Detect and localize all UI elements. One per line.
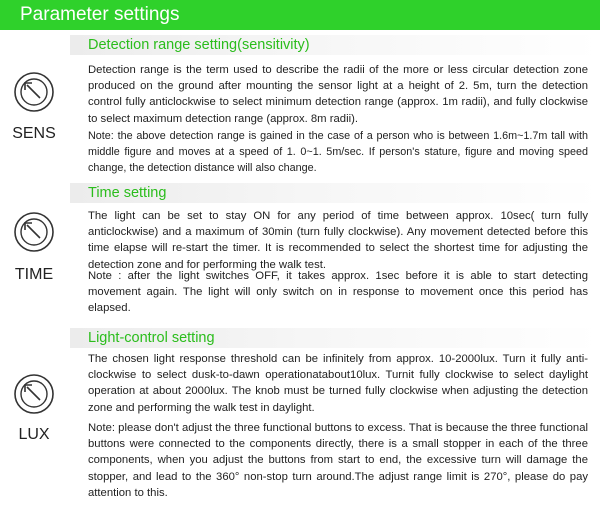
rotary-knob-icon (12, 372, 56, 416)
section-title-light-control: Light-control setting (88, 330, 215, 346)
note-time: Note : after the light switches OFF, it takes approx. 1sec before it is able to start detecting movement again. The light will only switch on in response to movement once this period has elapsed. (88, 270, 588, 315)
paragraph-time: The light can be set to stay ON for any period of time between approx. 10sec( turn fully anticlockwise) and a maximum of 30min (turn fully clockwise). Any movement detected before this time elapse will re-start the timer. It is recommended to select the shortest time for adjusting the detection zone and for performing the walk test. (88, 210, 588, 271)
knob-label-sens: SENS (12, 125, 56, 142)
note-detection-range: Note: the above detection range is gained in the case of a person who is between 1.6m~1.7m tall with middle figure and moves at a speed of 1. 0~1. 5m/sec. If person's stature, figure and moving speed change, the detection distance will also change. (88, 130, 588, 175)
rotary-knob-icon (12, 70, 56, 114)
section-title-detection-range: Detection range setting(sensitivity) (88, 37, 310, 53)
paragraph-light-control: The chosen light response threshold can be infinitely from approx. 10-2000lux. Turn it fully anti-clockwise to select dusk-to-dawn operationatabout10lux. Turnit fully clockwise to select daylight operation at about 2000lux. The knob must be turned fully clockwise when adjusting the detection zone and performing the walk test in daylight. (88, 353, 588, 414)
knob-label-lux: LUX (18, 426, 50, 443)
section-title-time: Time setting (88, 185, 167, 201)
header-banner (0, 0, 600, 30)
knob-label-time: TIME (14, 266, 54, 283)
rotary-knob-icon (12, 210, 56, 254)
note-light-control: Note: please don't adjust the three functional buttons to excess. That is because the three functional buttons were connected to the components directly, there is a small stopper in each of the three components, when you adjust the buttons from start to end, the excessive turn will damage the stopper, and lead to the 360° non-stop turn around.The adjust range limit is 270°, please do pay attention to this. (88, 422, 588, 499)
paragraph-detection-range: Detection range is the term used to describe the radii of the more or less circular detection zone produced on the ground after mounting the sensor light at a height of 2. 5m, turn the detection control fully anticlockwise to select minimum detection range (approx. 1m radii), and fully clockwise to select maximum detection range (approx. 8m radii). (88, 64, 588, 125)
page-title: Parameter settings (20, 4, 180, 25)
